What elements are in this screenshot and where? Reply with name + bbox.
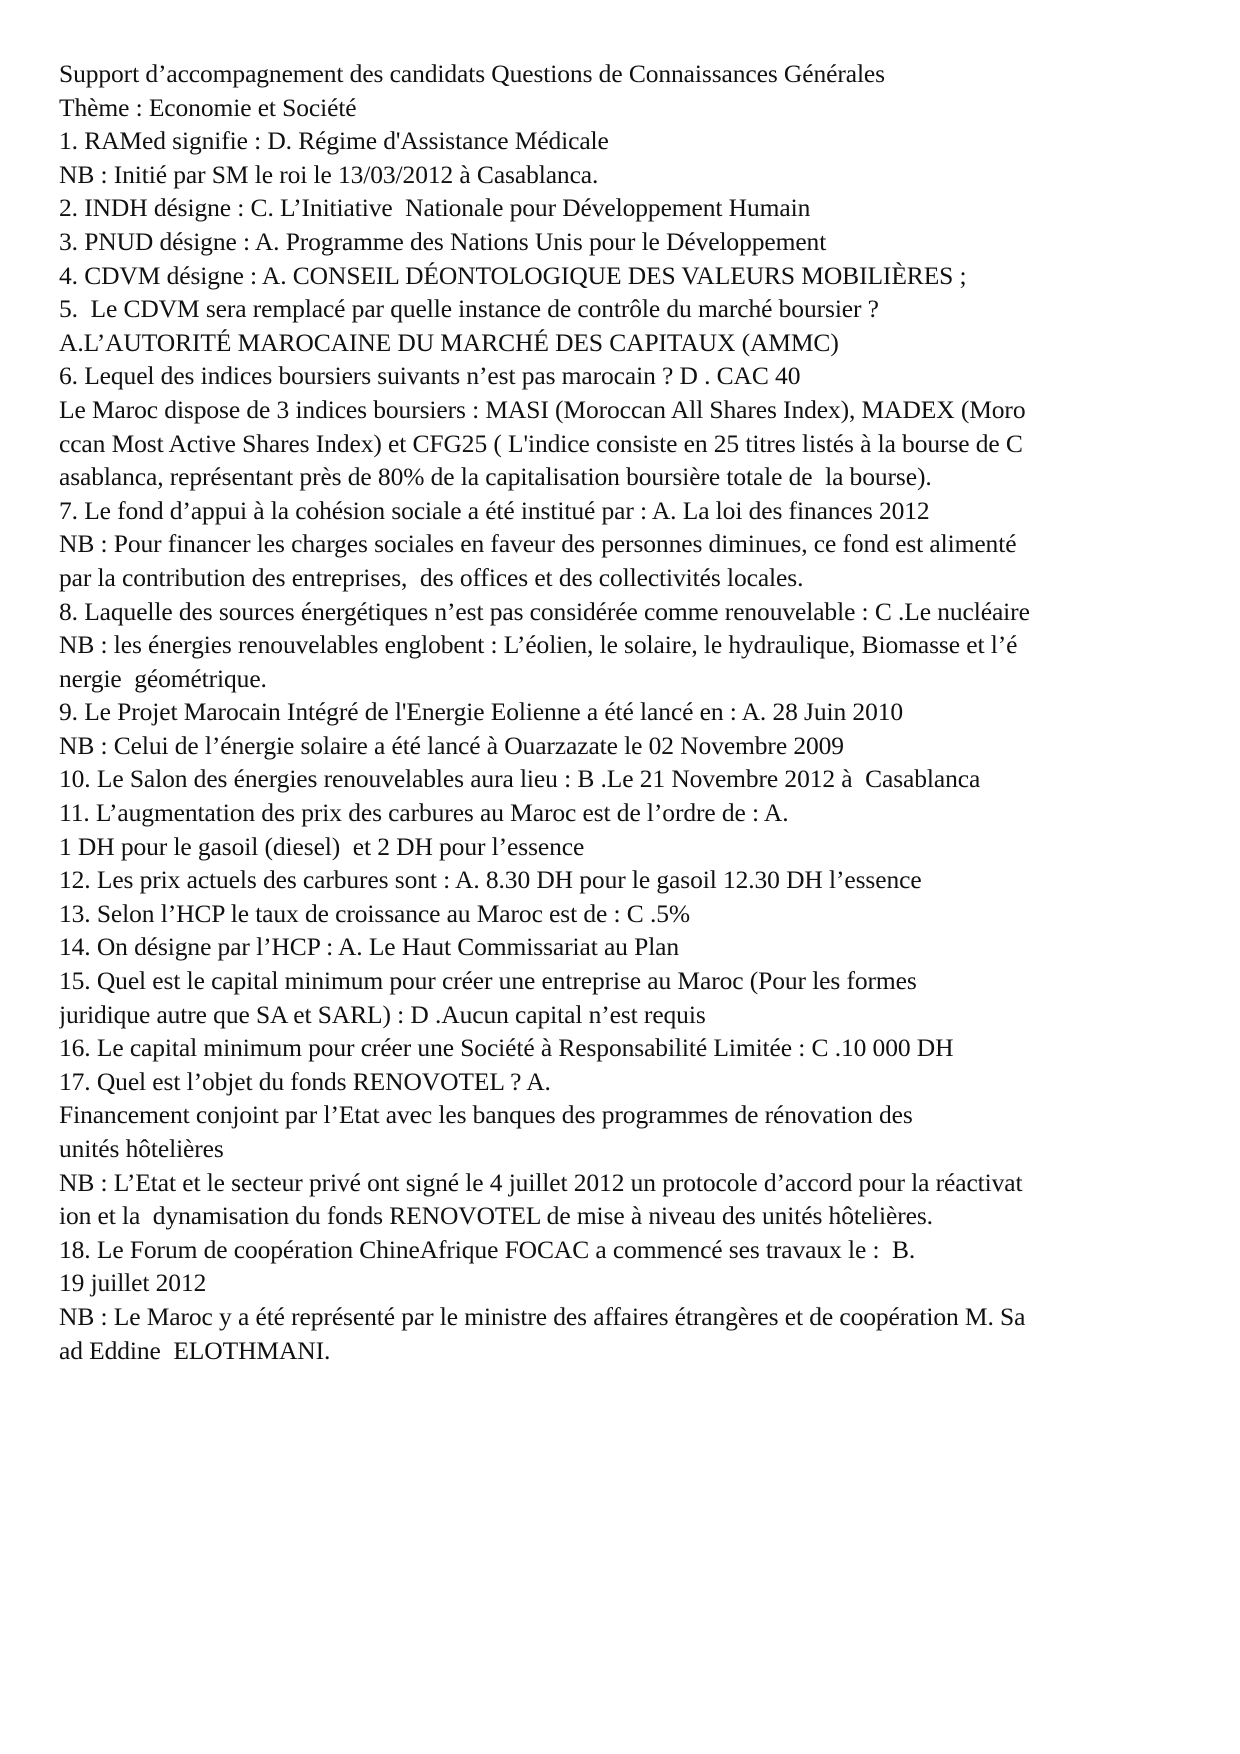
text-line: unités hôtelières (59, 1134, 224, 1163)
text-line: 8. Laquelle des sources énergétiques n’est pas considérée comme renouvelable : C .Le nucléaire (59, 596, 1030, 626)
text-line: 16. Le capital minimum pour créer une Société à Responsabilité Limitée : C .10 000 DH (59, 1033, 954, 1063)
text-line: Financement conjoint par l’Etat avec les banques des programmes de rénovation des (59, 1100, 913, 1130)
text-line: 14. On désigne par l’HCP : A. Le Haut Commissariat au Plan (59, 932, 680, 962)
text-line: asablanca, représentant près de 80% de la capitalisation boursière totale de la bourse). (59, 462, 932, 492)
text-line: nergie géométrique. (59, 663, 267, 693)
text-line: 9. Le Projet Marocain Intégré de l'Energie Eolienne a été lancé en : A. 28 Juin 2010 (59, 697, 904, 727)
text-line: 12. Les prix actuels des carbures sont : A. 8.30 DH pour le gasoil 12.30 DH l’essence (59, 865, 922, 895)
text-line: 5. Le CDVM sera remplacé par quelle instance de contrôle du marché boursier ? (59, 294, 879, 324)
text-line: juridique autre que SA et SARL) : D .Aucun capital n’est requis (59, 999, 706, 1029)
text-line: ccan Most Active Shares Index) et CFG25 ( L'indice consiste en 25 titres listés à la bourse de C (59, 428, 1023, 458)
text-line: Le Maroc dispose de 3 indices boursiers : MASI (Moroccan All Shares Index), MADEX (Moro (59, 394, 1026, 424)
text-line: A.L’AUTORITÉ MAROCAINE DU MARCHÉ DES CAPITAUX (AMMC) (59, 327, 839, 357)
text-line: 2. INDH désigne : C. L’Initiative Nationale pour Développement Humain (59, 193, 811, 223)
text-line: 17. Quel est l’objet du fonds RENOVOTEL ? A. (59, 1066, 551, 1096)
text-line: ion et la dynamisation du fonds RENOVOTEL de mise à niveau des unités hôtelières. (59, 1201, 933, 1231)
text-line: 15. Quel est le capital minimum pour créer une entreprise au Maroc (Pour les formes (59, 966, 917, 996)
text-line: NB : Initié par SM le roi le 13/03/2012 à Casablanca. (59, 159, 599, 189)
text-line: NB : Le Maroc y a été représenté par le ministre des affaires étrangères et de coopération M. Sa (59, 1301, 1026, 1331)
text-line: 13. Selon l’HCP le taux de croissance au Maroc est de : C .5% (59, 898, 691, 928)
text-line: 10. Le Salon des énergies renouvelables aura lieu : B .Le 21 Novembre 2012 à Casablanca (59, 764, 981, 794)
text-line: 18. Le Forum de coopération ChineAfrique FOCAC a commencé ses travaux le : B. (59, 1234, 916, 1264)
text-line: ad Eddine ELOTHMANI. (59, 1335, 331, 1365)
text-line: 3. PNUD désigne : A. Programme des Nations Unis pour le Développement (59, 226, 827, 256)
text-line: par la contribution des entreprises, des offices et des collectivités locales. (59, 562, 804, 592)
text-line: 11. L’augmentation des prix des carbures au Maroc est de l’ordre de : A. (59, 798, 789, 828)
text-line: 7. Le fond d’appui à la cohésion sociale a été institué par : A. La loi des finances 2012 (59, 495, 930, 525)
document-body (59, 57, 1189, 1367)
text-line: NB : Pour financer les charges sociales en faveur des personnes diminues, ce fond est alimenté (59, 529, 1017, 559)
text-line: NB : les énergies renouvelables englobent : L’éolien, le solaire, le hydraulique, Biomasse et l’é (59, 630, 1018, 660)
text-line: NB : L’Etat et le secteur privé ont signé le 4 juillet 2012 un protocole d’accord pour la réactivat (59, 1167, 1023, 1197)
text-line: 1 DH pour le gasoil (diesel) et 2 DH pour l’essence (59, 831, 585, 861)
text-line: NB : Celui de l’énergie solaire a été lancé à Ouarzazate le 02 Novembre 2009 (59, 730, 844, 760)
text-line: 19 juillet 2012 (59, 1268, 207, 1298)
text-line: 4. CDVM désigne : A. CONSEIL DÉONTOLOGIQUE DES VALEURS MOBILIÈRES ; (59, 260, 967, 290)
text-line: 6. Lequel des indices boursiers suivants n’est pas marocain ? D . CAC 40 (59, 361, 801, 391)
document-theme: Thème : Economie et Société (59, 92, 357, 122)
document-title: Support d’accompagnement des candidats Questions de Connaissances Générales (59, 59, 885, 88)
text-line: 1. RAMed signifie : D. Régime d'Assistance Médicale (59, 126, 609, 156)
